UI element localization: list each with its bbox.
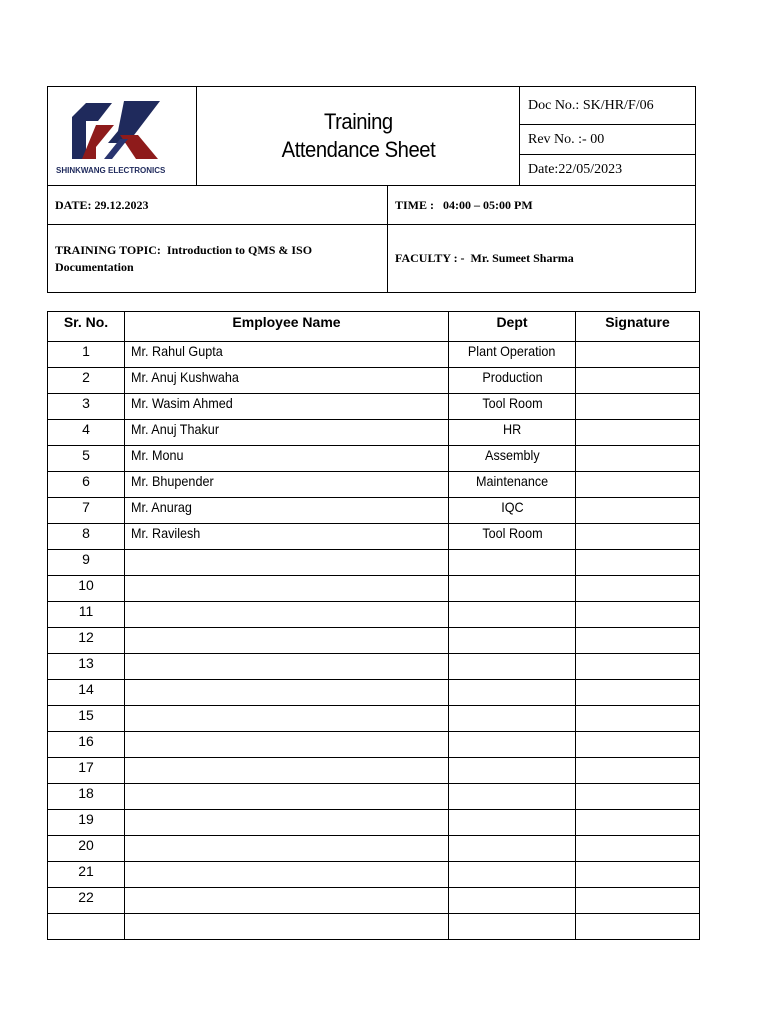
training-topic bbox=[48, 225, 388, 292]
employee-name-cell bbox=[125, 914, 449, 940]
employee-name-cell-text: Mr. Monu bbox=[131, 447, 184, 463]
sr-no-cell-text: 10 bbox=[78, 577, 94, 593]
sr-no-cell bbox=[48, 420, 125, 446]
sr-no-cell-text: 20 bbox=[78, 837, 94, 853]
employee-name-cell bbox=[125, 628, 449, 654]
sr-no-cell-text: 13 bbox=[78, 655, 94, 671]
table-row bbox=[48, 472, 700, 498]
employee-name-cell bbox=[125, 836, 449, 862]
table-header-row bbox=[48, 312, 700, 342]
dept-cell-text: IQC bbox=[500, 499, 524, 515]
dept-cell bbox=[449, 394, 576, 420]
employee-name-cell-text: Mr. Rahul Gupta bbox=[131, 343, 223, 359]
employee-name-cell bbox=[125, 420, 449, 446]
sr-no-cell bbox=[48, 602, 125, 628]
employee-name-cell bbox=[125, 446, 449, 472]
title-line2: Attendance Sheet bbox=[281, 137, 435, 162]
sr-no-cell bbox=[48, 836, 125, 862]
sr-no-cell bbox=[48, 914, 125, 940]
employee-name-cell bbox=[125, 394, 449, 420]
employee-name-cell bbox=[125, 810, 449, 836]
sr-no-cell-text: 19 bbox=[78, 811, 94, 827]
sr-no-cell-text: 6 bbox=[82, 473, 90, 489]
table-row bbox=[48, 706, 700, 732]
employee-name-cell bbox=[125, 758, 449, 784]
dept-cell bbox=[449, 602, 576, 628]
employee-name-cell-text: Mr. Anuj Kushwaha bbox=[131, 369, 239, 385]
dept-cell bbox=[449, 836, 576, 862]
table-row bbox=[48, 394, 700, 420]
logo-cell bbox=[48, 87, 197, 185]
sr-no-cell-text: 8 bbox=[82, 525, 90, 541]
signature-cell[interactable] bbox=[576, 732, 700, 758]
employee-name-cell-text: Mr. Anuj Thakur bbox=[131, 421, 220, 437]
signature-cell[interactable] bbox=[576, 420, 700, 446]
table-row bbox=[48, 680, 700, 706]
employee-name-cell-text: Mr. Bhupender bbox=[131, 473, 214, 489]
dept-cell-text: Plant Operation bbox=[468, 343, 556, 359]
sr-no-cell bbox=[48, 680, 125, 706]
signature-cell[interactable] bbox=[576, 628, 700, 654]
employee-name-cell bbox=[125, 732, 449, 758]
dept-cell-text: Maintenance bbox=[475, 473, 549, 489]
signature-cell[interactable] bbox=[576, 862, 700, 888]
table-row bbox=[48, 628, 700, 654]
dept-cell-text: Assembly bbox=[484, 447, 540, 463]
signature-cell[interactable] bbox=[576, 342, 700, 368]
rev-number: Rev No. :- 00 bbox=[520, 125, 695, 155]
header-block bbox=[47, 86, 696, 293]
dept-cell-text: Production bbox=[481, 369, 543, 385]
signature-cell[interactable] bbox=[576, 888, 700, 914]
sr-no-cell-text: 4 bbox=[82, 421, 90, 437]
column-header-signature: Signature bbox=[576, 312, 700, 342]
sr-no-cell bbox=[48, 446, 125, 472]
signature-cell[interactable] bbox=[576, 524, 700, 550]
employee-name-cell bbox=[125, 472, 449, 498]
sr-no-cell bbox=[48, 368, 125, 394]
table-row bbox=[48, 602, 700, 628]
table-row bbox=[48, 888, 700, 914]
sr-no-cell-text: 18 bbox=[78, 785, 94, 801]
sr-no-cell bbox=[48, 758, 125, 784]
dept-cell bbox=[449, 784, 576, 810]
topic-faculty-row bbox=[48, 224, 695, 292]
table-row bbox=[48, 498, 700, 524]
employee-name-cell bbox=[125, 368, 449, 394]
employee-name-cell bbox=[125, 784, 449, 810]
sr-no-cell-text: 2 bbox=[82, 369, 90, 385]
sr-no-cell-text: 3 bbox=[82, 395, 90, 411]
sr-no-cell bbox=[48, 498, 125, 524]
column-header-dept: Dept bbox=[449, 312, 576, 342]
sr-no-cell bbox=[48, 524, 125, 550]
doc-number: Doc No.: SK/HR/F/06 bbox=[520, 87, 695, 125]
signature-cell[interactable] bbox=[576, 576, 700, 602]
employee-name-cell bbox=[125, 524, 449, 550]
employee-name-cell-text: Mr. Ravilesh bbox=[131, 525, 201, 541]
dept-cell bbox=[449, 732, 576, 758]
signature-cell[interactable] bbox=[576, 394, 700, 420]
table-row bbox=[48, 524, 700, 550]
dept-cell bbox=[449, 576, 576, 602]
company-logo bbox=[48, 87, 197, 185]
sr-no-cell-text: 7 bbox=[82, 499, 90, 515]
table-row bbox=[48, 420, 700, 446]
dept-cell bbox=[449, 498, 576, 524]
sr-no-cell-text: 12 bbox=[78, 629, 94, 645]
employee-name-cell bbox=[125, 498, 449, 524]
signature-cell[interactable] bbox=[576, 472, 700, 498]
table-row bbox=[48, 758, 700, 784]
employee-name-cell bbox=[125, 576, 449, 602]
employee-name-cell bbox=[125, 888, 449, 914]
sr-no-cell-text: 16 bbox=[78, 733, 94, 749]
table-row bbox=[48, 914, 700, 940]
table-row bbox=[48, 446, 700, 472]
signature-cell[interactable] bbox=[576, 784, 700, 810]
table-row bbox=[48, 368, 700, 394]
sr-no-cell bbox=[48, 654, 125, 680]
column-header-sr-no: Sr. No. bbox=[48, 312, 125, 342]
sr-no-cell bbox=[48, 888, 125, 914]
dept-cell bbox=[449, 550, 576, 576]
table-row bbox=[48, 576, 700, 602]
table-row bbox=[48, 784, 700, 810]
dept-cell bbox=[449, 472, 576, 498]
sr-no-cell bbox=[48, 342, 125, 368]
sr-no-cell-text: 21 bbox=[78, 863, 94, 879]
signature-cell[interactable] bbox=[576, 446, 700, 472]
sr-no-cell-text: 5 bbox=[82, 447, 90, 463]
table-row bbox=[48, 654, 700, 680]
table-row bbox=[48, 342, 700, 368]
dept-cell bbox=[449, 654, 576, 680]
doc-date: Date:22/05/2023 bbox=[528, 162, 623, 177]
sr-no-cell bbox=[48, 732, 125, 758]
employee-name-cell bbox=[125, 706, 449, 732]
column-header-employee-name: Employee Name bbox=[125, 312, 449, 342]
employee-name-cell-text: Mr. Wasim Ahmed bbox=[131, 395, 233, 411]
table-row bbox=[48, 732, 700, 758]
employee-name-cell bbox=[125, 550, 449, 576]
employee-name-cell bbox=[125, 680, 449, 706]
dept-cell bbox=[449, 368, 576, 394]
dept-cell-text: HR bbox=[502, 421, 522, 437]
sr-no-cell bbox=[48, 862, 125, 888]
employee-name-cell bbox=[125, 342, 449, 368]
sr-no-cell bbox=[48, 784, 125, 810]
dept-cell bbox=[449, 342, 576, 368]
table-row bbox=[48, 810, 700, 836]
sr-no-cell-text: 17 bbox=[78, 759, 94, 775]
signature-cell[interactable] bbox=[576, 706, 700, 732]
sr-no-cell bbox=[48, 810, 125, 836]
doc-info-cell bbox=[520, 87, 695, 185]
training-time: TIME : 04:00 – 05:00 PM bbox=[395, 197, 533, 212]
dept-cell-text: Tool Room bbox=[481, 395, 543, 411]
dept-cell bbox=[449, 628, 576, 654]
sr-no-cell-text: 22 bbox=[78, 889, 94, 905]
sr-no-cell bbox=[48, 576, 125, 602]
logo-text: SHINKWANG ELECTRONICS bbox=[56, 166, 166, 175]
signature-cell[interactable] bbox=[576, 680, 700, 706]
training-date: DATE: 29.12.2023 bbox=[48, 186, 388, 224]
dept-cell bbox=[449, 420, 576, 446]
table-row bbox=[48, 550, 700, 576]
dept-cell-text: Tool Room bbox=[481, 525, 543, 541]
dept-cell bbox=[449, 888, 576, 914]
signature-cell[interactable] bbox=[576, 550, 700, 576]
employee-name-cell bbox=[125, 602, 449, 628]
signature-cell[interactable] bbox=[576, 602, 700, 628]
sr-no-cell bbox=[48, 628, 125, 654]
signature-cell[interactable] bbox=[576, 498, 700, 524]
employee-name-cell bbox=[125, 862, 449, 888]
signature-cell[interactable] bbox=[576, 368, 700, 394]
sr-no-cell bbox=[48, 472, 125, 498]
signature-cell[interactable] bbox=[576, 810, 700, 836]
dept-cell bbox=[449, 758, 576, 784]
sr-no-cell-text: 11 bbox=[78, 603, 94, 619]
employee-name-cell bbox=[125, 654, 449, 680]
signature-cell[interactable] bbox=[576, 758, 700, 784]
dept-cell bbox=[449, 914, 576, 940]
title-line1: Training bbox=[323, 109, 393, 134]
signature-cell[interactable] bbox=[576, 836, 700, 862]
sr-no-cell-text: 1 bbox=[82, 343, 90, 359]
date-time-row bbox=[48, 185, 695, 224]
dept-cell bbox=[449, 862, 576, 888]
table-row bbox=[48, 836, 700, 862]
signature-cell[interactable] bbox=[576, 654, 700, 680]
sr-no-cell-text: 14 bbox=[78, 681, 94, 697]
dept-cell bbox=[449, 524, 576, 550]
employee-name-cell-text: Mr. Anurag bbox=[131, 499, 192, 515]
sr-no-cell bbox=[48, 550, 125, 576]
attendance-table bbox=[47, 311, 700, 940]
sr-no-cell bbox=[48, 706, 125, 732]
topic-line1: TRAINING TOPIC: Introduction to QMS & ISO bbox=[55, 242, 313, 257]
sr-no-cell-text: 9 bbox=[82, 551, 90, 567]
sr-no-cell bbox=[48, 394, 125, 420]
dept-cell bbox=[449, 446, 576, 472]
table-row bbox=[48, 862, 700, 888]
signature-cell[interactable] bbox=[576, 914, 700, 940]
sr-no-cell-text: 15 bbox=[78, 707, 94, 723]
dept-cell bbox=[449, 810, 576, 836]
faculty: FACULTY : - Mr. Sumeet Sharma bbox=[395, 251, 574, 265]
title-cell bbox=[197, 87, 520, 185]
topic-line2: Documentation bbox=[55, 259, 134, 274]
dept-cell bbox=[449, 706, 576, 732]
dept-cell bbox=[449, 680, 576, 706]
